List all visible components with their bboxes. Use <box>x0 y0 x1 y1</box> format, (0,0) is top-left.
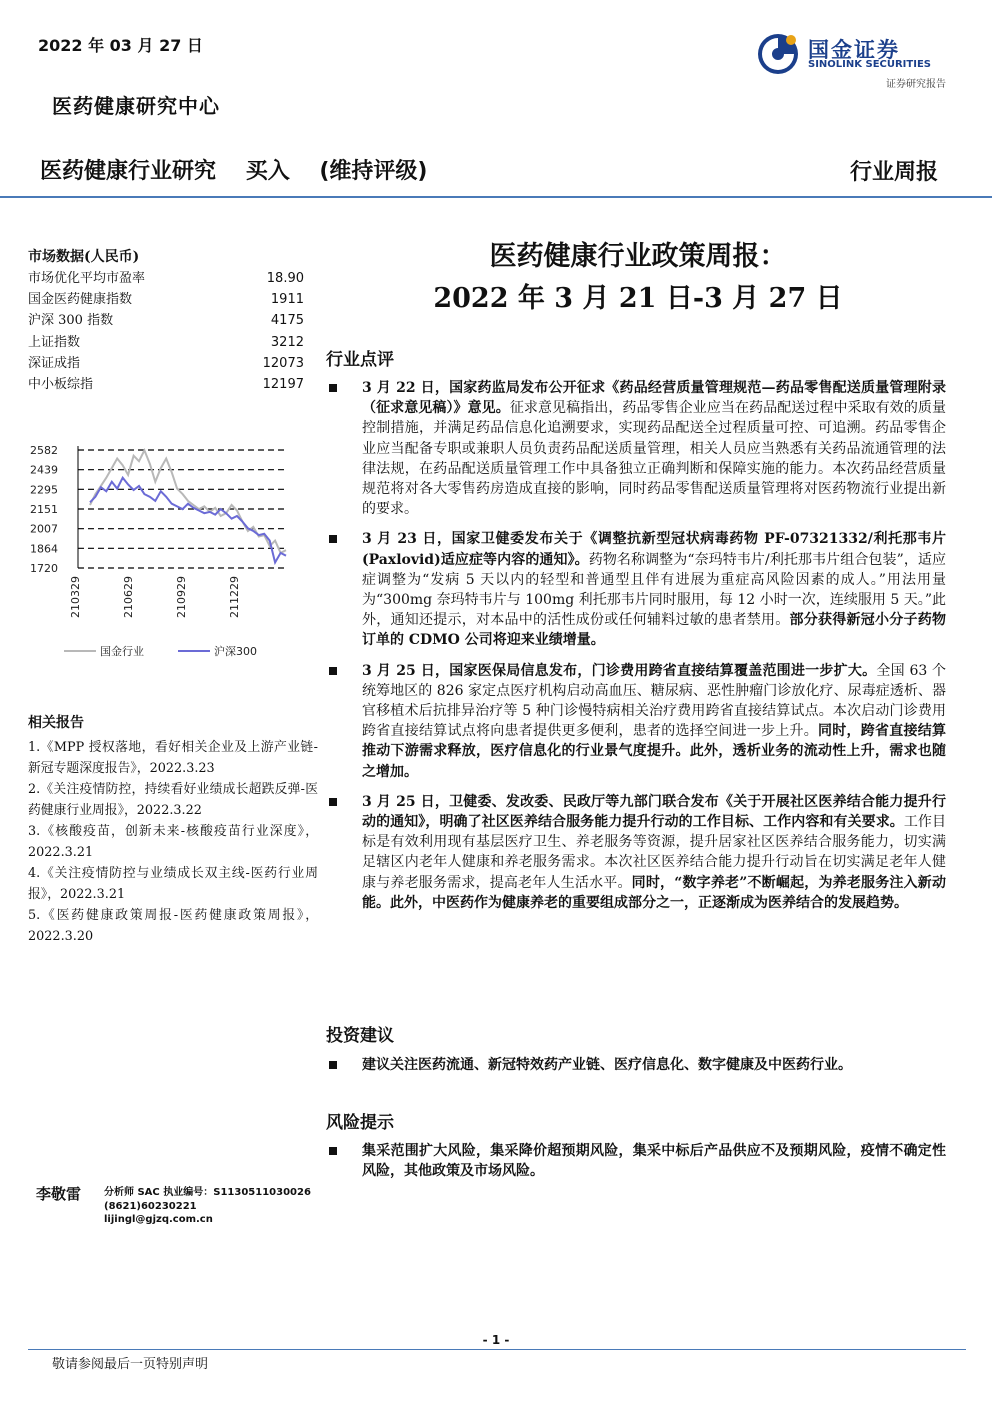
review-item <box>326 792 946 913</box>
y-tick-label: 2151 <box>30 503 58 516</box>
section-investment-advice: 投资建议 <box>326 1026 394 1046</box>
y-tick-label: 2007 <box>30 522 58 536</box>
review-item-lead: 3 月 22 日，国家药监局发布公开征求《药品经营质量管理规范—药品零售配送质量管理附录（征求意见稿）》意见。 <box>362 380 946 417</box>
market-value: 3212 <box>270 334 304 350</box>
market-label: 市场优化平均市盈率 <box>28 271 146 286</box>
report-title-line2: 2022 年 3 月 21 日-3 月 27 日 <box>433 283 843 314</box>
market-value: 12073 <box>262 355 304 371</box>
investment-item <box>326 1055 946 1075</box>
market-value: 12197 <box>262 376 304 392</box>
market-row <box>28 332 304 353</box>
section-risk-warning: 风险提示 <box>326 1113 394 1133</box>
series-line-1 <box>90 478 286 563</box>
related-report-item[interactable]: 3.《核酸疫苗，创新未来-核酸疫苗行业深度》，2022.3.21 <box>28 824 318 860</box>
legend-label: 国金行业 <box>100 645 144 658</box>
logo-subtitle: 证券研究报告 <box>886 79 946 90</box>
analyst-phone: (8621)60230221 <box>104 1200 197 1212</box>
market-value: 1911 <box>270 292 304 308</box>
market-value: 18.90 <box>266 271 304 286</box>
review-item-conclusion: 部分获得新冠小分子药物订单的 CDMO 公司将迎来业绩增量。 <box>362 612 946 649</box>
market-label: 沪深 300 指数 <box>28 313 114 329</box>
risk-list <box>326 1141 946 1191</box>
report-title-line1: 医药健康行业政策周报： <box>489 241 787 272</box>
related-reports-title: 相关报告 <box>28 715 84 731</box>
header-divider <box>0 196 992 198</box>
review-item <box>326 529 946 650</box>
investment-list <box>326 1055 946 1085</box>
review-item <box>326 378 946 519</box>
analyst-name: 李敬雷 <box>36 1185 82 1203</box>
report-date: 2022 年 03 月 27 日 <box>38 36 203 55</box>
market-row <box>28 289 304 310</box>
review-item-lead: 3 月 25 日，国家医保局信息发布，门诊费用跨省直接结算覆盖范围进一步扩大。 <box>362 662 877 679</box>
review-item-conclusion: 同时，跨省直接结算推动下游需求释放，医疗信息化的行业景气度提升。此外，透析业务的流动性上升，需求也随之增加。 <box>362 723 946 780</box>
legend-label: 沪深300 <box>214 645 257 658</box>
market-label: 中小板综指 <box>28 376 94 392</box>
related-reports-list <box>28 737 318 947</box>
market-label: 上证指数 <box>28 334 81 350</box>
related-report-item[interactable]: 2.《关注疫情防控，持续看好业绩成长超跌反弹-医药健康行业周报》，2022.3.22 <box>28 782 318 818</box>
market-data-table <box>28 268 304 395</box>
logo-chinese-name: 国金证券 <box>808 38 900 62</box>
x-tick-label: 210329 <box>69 576 82 618</box>
research-center-name: 医药健康研究中心 <box>52 94 220 118</box>
market-row <box>28 353 304 374</box>
industry-review-list <box>326 378 946 923</box>
x-tick-label: 210929 <box>175 576 188 618</box>
industry-label: 医药健康行业研究 <box>40 159 217 184</box>
company-logo <box>756 30 946 92</box>
review-item-body: 工作目标是有效利用现有基层医疗卫生、养老服务等资源，提升居家社区医养结合服务能力，切实满足辖区内老年人健康和养老服务需求。本次社区医养结合能力提升行动旨在切实满足老年人健康与养老服务需求，提高老年人生活水平。 <box>362 814 947 891</box>
review-item-body: 全国 63 个统筹地区的 826 家定点医疗机构启动高血压、糖尿病、恶性肿瘤门诊放化疗、尿毒症透析、器官移植术后抗排异治疗等 5 种门诊慢特病相关治疗费用跨省直接结算试点。本次启动门诊费用跨省直接结算试点将向患者提供更多便利，患者的选择空间进一步上升。 <box>362 662 947 740</box>
review-item-body: 药物名称调整为“奈玛特韦片/利托那韦片组合包装”，适应症调整为“发病 5 天以内的轻型和普通型且伴有进展为重症高风险因素的成人。”用法用量为“300mg 奈玛特韦片与 100mg 利托那韦片同时服用，每 12 小时一次，连续服用 5 天。”此外，通知还提示，对本品中的活性成份或任何辅料过敏的患者禁用。 <box>362 551 947 629</box>
index-chart <box>20 438 300 673</box>
market-row <box>28 268 304 289</box>
review-item-conclusion: 同时，“数字养老”不断崛起，为养老服务注入新动能。此外，中医药作为健康养老的重要组成部分之一，正逐渐成为医养结合的发展趋势。 <box>362 874 946 911</box>
market-value: 4175 <box>270 313 304 329</box>
y-tick-label: 2439 <box>30 463 58 477</box>
review-item-body: 征求意见稿指出，药品零售企业应当在药品配送过程中采取有效的质量控制措施，并满足药品信息化追溯要求，实现药品配送全过程质量可控、可追溯。药品零售企业应当配备专职或兼职人员负责药品配送质量管理，相关人员应当熟悉有关药品流通管理的法律法规，在药品配送质量管理工作中具备独立正确判断和保障实施的能力。本次药品经营质量规范将对各大零售药房造成直接的影响，同时药品零售配送质量管理将对医药物流行业提出新的要求。 <box>362 400 947 518</box>
review-item-lead: 3 月 25 日，卫健委、发改委、民政厅等九部门联合发布《关于开展社区医养结合能力提升行动的通知》，明确了社区医养结合服务能力提升行动的工作目标、工作内容和有关要求。 <box>362 793 946 831</box>
risk-text: 集采范围扩大风险，集采降价超预期风险，集采中标后产品供应不及预期风险，疫情不确定性风险，其他政策及市场风险。 <box>362 1143 946 1180</box>
logo-english-name: SINOLINK SECURITIES <box>808 59 931 70</box>
analyst-email[interactable]: lijingl@gjzq.com.cn <box>104 1214 213 1225</box>
market-label: 深证成指 <box>28 355 81 371</box>
market-data-title: 市场数据(人民币) <box>28 249 140 265</box>
logo-mark-icon <box>756 30 804 78</box>
x-tick-label: 211229 <box>228 576 241 618</box>
risk-item <box>326 1141 946 1181</box>
analyst-info <box>104 1186 311 1227</box>
page-number: - 1 - <box>482 1333 510 1347</box>
investment-text: 建议关注医药流通、新冠特效药产业链、医疗信息化、数字健康及中医药行业。 <box>362 1057 852 1073</box>
review-item-lead: 3 月 23 日，国家卫健委发布关于《调整抗新型冠状病毒药物 PF-07321332/利托那韦片(Paxlovid)适应症等内容的通知》。 <box>362 531 946 568</box>
market-label: 国金医药健康指数 <box>28 292 133 308</box>
y-tick-label: 1720 <box>30 562 58 575</box>
related-report-item[interactable]: 5.《医药健康政策周报-医药健康政策周报》，2022.3.20 <box>28 908 318 944</box>
market-row <box>28 310 304 331</box>
rating-note: (维持评级) <box>319 159 428 184</box>
y-tick-label: 2582 <box>30 444 58 457</box>
section-industry-review: 行业点评 <box>326 350 394 370</box>
y-tick-label: 2295 <box>30 483 58 497</box>
x-tick-label: 210629 <box>122 576 135 618</box>
series-line-0 <box>90 450 286 553</box>
report-title <box>326 236 950 320</box>
market-row <box>28 374 304 395</box>
review-item <box>326 661 946 782</box>
related-report-item[interactable]: 4.《关注疫情防控与业绩成长双主线-医药行业周报》，2022.3.21 <box>28 866 318 902</box>
rating-label: 买入 <box>245 159 290 184</box>
report-type: 行业周报 <box>849 159 938 185</box>
headline <box>40 154 450 185</box>
y-tick-label: 1864 <box>30 542 58 556</box>
related-report-item[interactable]: 1.《MPP 授权落地，看好相关企业及上游产业链-新冠专题深度报告》，2022.3.23 <box>28 740 318 776</box>
footer-divider <box>28 1349 966 1350</box>
analyst-sac-number: 分析师 SAC 执业编号：S1130511030026 <box>104 1187 311 1198</box>
disclaimer-note: 敬请参阅最后一页特别声明 <box>52 1357 209 1372</box>
